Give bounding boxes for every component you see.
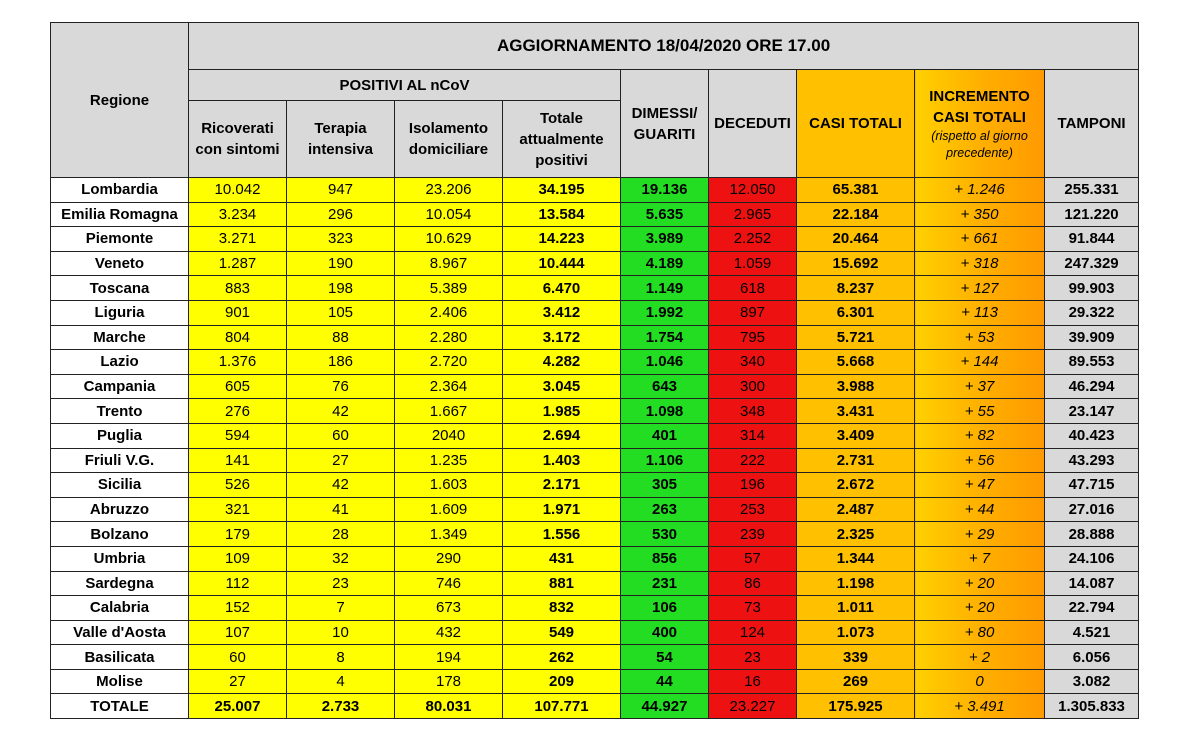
tamponi-cell: 23.147 [1045,399,1139,424]
table-row [51,251,1139,276]
tamponi-cell: 24.106 [1045,546,1139,571]
incremento-cell: + 113 [915,300,1045,325]
header-incremento [915,70,1045,178]
tamponi-cell: 27.016 [1045,497,1139,522]
incremento-cell: + 127 [915,276,1045,301]
deceduti-cell: 16 [709,669,797,694]
incremento-cell: + 7 [915,546,1045,571]
header-incremento-note: (rispetto al giorno precedente) [931,128,1028,160]
isolamento-cell: 1.235 [395,448,503,473]
region-cell: Campania [51,374,189,399]
incremento-cell: + 53 [915,325,1045,350]
deceduti-cell: 2.252 [709,227,797,252]
dimessi-cell: 54 [621,645,709,670]
tamponi-cell: 6.056 [1045,645,1139,670]
region-cell: Umbria [51,546,189,571]
casi-totali-cell: 15.692 [797,251,915,276]
terapia-cell: 7 [287,596,395,621]
dimessi-cell: 400 [621,620,709,645]
totale-positivi-cell: 107.771 [503,694,621,719]
deceduti-cell: 23.227 [709,694,797,719]
incremento-cell: + 29 [915,522,1045,547]
region-cell: Sardegna [51,571,189,596]
terapia-cell: 41 [287,497,395,522]
terapia-cell: 10 [287,620,395,645]
table-row [51,596,1139,621]
tamponi-cell: 247.329 [1045,251,1139,276]
isolamento-cell: 178 [395,669,503,694]
totale-positivi-cell: 262 [503,645,621,670]
deceduti-cell: 1.059 [709,251,797,276]
header-dimessi: DIMESSI/ GUARITI [621,70,709,178]
isolamento-cell: 8.967 [395,251,503,276]
deceduti-cell: 795 [709,325,797,350]
casi-totali-cell: 175.925 [797,694,915,719]
tamponi-cell: 46.294 [1045,374,1139,399]
terapia-cell: 4 [287,669,395,694]
ricoverati-cell: 107 [189,620,287,645]
table-row [51,571,1139,596]
deceduti-cell: 239 [709,522,797,547]
deceduti-cell: 314 [709,423,797,448]
ricoverati-cell: 152 [189,596,287,621]
casi-totali-cell: 6.301 [797,300,915,325]
deceduti-cell: 348 [709,399,797,424]
totale-positivi-cell: 13.584 [503,202,621,227]
header-terapia: Terapia intensiva [287,101,395,178]
totale-positivi-cell: 3.045 [503,374,621,399]
totale-positivi-cell: 3.172 [503,325,621,350]
incremento-cell: + 144 [915,350,1045,375]
casi-totali-cell: 269 [797,669,915,694]
dimessi-cell: 1.992 [621,300,709,325]
dimessi-cell: 5.635 [621,202,709,227]
deceduti-cell: 73 [709,596,797,621]
casi-totali-cell: 1.344 [797,546,915,571]
table-row [51,546,1139,571]
table-row [51,497,1139,522]
ricoverati-cell: 10.042 [189,178,287,203]
ricoverati-cell: 3.271 [189,227,287,252]
tamponi-cell: 47.715 [1045,473,1139,498]
dimessi-cell: 1.098 [621,399,709,424]
table-row [51,473,1139,498]
header-regione: Regione [51,23,189,178]
casi-totali-cell: 2.731 [797,448,915,473]
deceduti-cell: 300 [709,374,797,399]
casi-totali-cell: 339 [797,645,915,670]
isolamento-cell: 673 [395,596,503,621]
totale-positivi-cell: 431 [503,546,621,571]
table-row [51,423,1139,448]
isolamento-cell: 2040 [395,423,503,448]
isolamento-cell: 2.280 [395,325,503,350]
table-title: AGGIORNAMENTO 18/04/2020 ORE 17.00 [189,23,1139,70]
ricoverati-cell: 276 [189,399,287,424]
region-cell: Basilicata [51,645,189,670]
dimessi-cell: 856 [621,546,709,571]
deceduti-cell: 86 [709,571,797,596]
ricoverati-cell: 594 [189,423,287,448]
tamponi-cell: 1.305.833 [1045,694,1139,719]
casi-totali-cell: 3.431 [797,399,915,424]
totale-positivi-cell: 209 [503,669,621,694]
tamponi-cell: 91.844 [1045,227,1139,252]
ricoverati-cell: 3.234 [189,202,287,227]
casi-totali-cell: 2.487 [797,497,915,522]
ricoverati-cell: 605 [189,374,287,399]
totale-positivi-cell: 832 [503,596,621,621]
incremento-cell: + 55 [915,399,1045,424]
dimessi-cell: 3.989 [621,227,709,252]
ricoverati-cell: 804 [189,325,287,350]
casi-totali-cell: 8.237 [797,276,915,301]
isolamento-cell: 2.720 [395,350,503,375]
header-tamponi: TAMPONI [1045,70,1139,178]
header-deceduti: DECEDUTI [709,70,797,178]
incremento-cell: + 80 [915,620,1045,645]
isolamento-cell: 290 [395,546,503,571]
terapia-cell: 27 [287,448,395,473]
incremento-cell: + 661 [915,227,1045,252]
deceduti-cell: 618 [709,276,797,301]
casi-totali-cell: 3.409 [797,423,915,448]
table-row [51,178,1139,203]
totale-positivi-cell: 881 [503,571,621,596]
dimessi-cell: 1.149 [621,276,709,301]
table-row [51,374,1139,399]
isolamento-cell: 23.206 [395,178,503,203]
casi-totali-cell: 2.672 [797,473,915,498]
table-row [51,202,1139,227]
table-row [51,522,1139,547]
isolamento-cell: 10.629 [395,227,503,252]
incremento-cell: + 1.246 [915,178,1045,203]
table-row [51,448,1139,473]
table-row [51,276,1139,301]
region-cell: Toscana [51,276,189,301]
region-cell: Emilia Romagna [51,202,189,227]
terapia-cell: 76 [287,374,395,399]
dimessi-cell: 19.136 [621,178,709,203]
totale-positivi-cell: 6.470 [503,276,621,301]
terapia-cell: 88 [287,325,395,350]
incremento-cell: + 20 [915,571,1045,596]
dimessi-cell: 305 [621,473,709,498]
isolamento-cell: 1.609 [395,497,503,522]
region-cell: Sicilia [51,473,189,498]
incremento-cell: + 350 [915,202,1045,227]
incremento-cell: + 82 [915,423,1045,448]
total-row [51,694,1139,719]
casi-totali-cell: 20.464 [797,227,915,252]
dimessi-cell: 231 [621,571,709,596]
isolamento-cell: 5.389 [395,276,503,301]
incremento-cell: + 44 [915,497,1045,522]
region-cell: Puglia [51,423,189,448]
tamponi-cell: 39.909 [1045,325,1139,350]
terapia-cell: 42 [287,473,395,498]
isolamento-cell: 194 [395,645,503,670]
terapia-cell: 8 [287,645,395,670]
totale-positivi-cell: 1.971 [503,497,621,522]
header-casi-totali: CASI TOTALI [797,70,915,178]
tamponi-cell: 255.331 [1045,178,1139,203]
region-cell: Liguria [51,300,189,325]
tamponi-cell: 4.521 [1045,620,1139,645]
incremento-cell: + 47 [915,473,1045,498]
region-cell: Veneto [51,251,189,276]
dimessi-cell: 1.754 [621,325,709,350]
region-cell: Bolzano [51,522,189,547]
isolamento-cell: 80.031 [395,694,503,719]
tamponi-cell: 28.888 [1045,522,1139,547]
deceduti-cell: 897 [709,300,797,325]
deceduti-cell: 340 [709,350,797,375]
totale-positivi-cell: 4.282 [503,350,621,375]
dimessi-cell: 106 [621,596,709,621]
totale-positivi-cell: 14.223 [503,227,621,252]
ricoverati-cell: 901 [189,300,287,325]
isolamento-cell: 746 [395,571,503,596]
deceduti-cell: 12.050 [709,178,797,203]
isolamento-cell: 1.603 [395,473,503,498]
header-totale-positivi: Totale attualmente positivi [503,101,621,178]
terapia-cell: 32 [287,546,395,571]
totale-positivi-cell: 1.985 [503,399,621,424]
incremento-cell: + 20 [915,596,1045,621]
isolamento-cell: 432 [395,620,503,645]
tamponi-cell: 43.293 [1045,448,1139,473]
table-row [51,620,1139,645]
ricoverati-cell: 883 [189,276,287,301]
ricoverati-cell: 1.287 [189,251,287,276]
totale-positivi-cell: 549 [503,620,621,645]
region-cell: Molise [51,669,189,694]
dimessi-cell: 643 [621,374,709,399]
totale-positivi-cell: 2.694 [503,423,621,448]
tamponi-cell: 3.082 [1045,669,1139,694]
isolamento-cell: 1.349 [395,522,503,547]
casi-totali-cell: 1.011 [797,596,915,621]
tamponi-cell: 89.553 [1045,350,1139,375]
region-cell: Calabria [51,596,189,621]
region-cell: Trento [51,399,189,424]
dimessi-cell: 1.106 [621,448,709,473]
ricoverati-cell: 25.007 [189,694,287,719]
totale-positivi-cell: 2.171 [503,473,621,498]
tamponi-cell: 99.903 [1045,276,1139,301]
ricoverati-cell: 141 [189,448,287,473]
deceduti-cell: 2.965 [709,202,797,227]
incremento-cell: + 56 [915,448,1045,473]
casi-totali-cell: 5.668 [797,350,915,375]
terapia-cell: 28 [287,522,395,547]
ricoverati-cell: 27 [189,669,287,694]
terapia-cell: 105 [287,300,395,325]
header-positivi: POSITIVI AL nCoV [189,70,621,101]
incremento-cell: 0 [915,669,1045,694]
dimessi-cell: 401 [621,423,709,448]
tamponi-cell: 40.423 [1045,423,1139,448]
region-cell: Lazio [51,350,189,375]
dimessi-cell: 530 [621,522,709,547]
table-row [51,669,1139,694]
terapia-cell: 190 [287,251,395,276]
region-cell: Lombardia [51,178,189,203]
incremento-cell: + 3.491 [915,694,1045,719]
deceduti-cell: 124 [709,620,797,645]
dimessi-cell: 263 [621,497,709,522]
region-cell: Marche [51,325,189,350]
header-isolamento: Isolamento domiciliare [395,101,503,178]
ricoverati-cell: 109 [189,546,287,571]
deceduti-cell: 57 [709,546,797,571]
casi-totali-cell: 65.381 [797,178,915,203]
header-incremento-label: INCREMENTO CASI TOTALI [929,87,1030,126]
region-cell: Valle d'Aosta [51,620,189,645]
terapia-cell: 23 [287,571,395,596]
region-cell: Piemonte [51,227,189,252]
totale-positivi-cell: 10.444 [503,251,621,276]
tamponi-cell: 121.220 [1045,202,1139,227]
deceduti-cell: 23 [709,645,797,670]
terapia-cell: 323 [287,227,395,252]
table-row [51,300,1139,325]
isolamento-cell: 2.364 [395,374,503,399]
dimessi-cell: 1.046 [621,350,709,375]
tamponi-cell: 22.794 [1045,596,1139,621]
casi-totali-cell: 3.988 [797,374,915,399]
terapia-cell: 2.733 [287,694,395,719]
incremento-cell: + 2 [915,645,1045,670]
deceduti-cell: 222 [709,448,797,473]
isolamento-cell: 2.406 [395,300,503,325]
terapia-cell: 186 [287,350,395,375]
casi-totali-cell: 22.184 [797,202,915,227]
deceduti-cell: 196 [709,473,797,498]
ricoverati-cell: 179 [189,522,287,547]
table-row [51,227,1139,252]
table-row [51,645,1139,670]
casi-totali-cell: 1.198 [797,571,915,596]
casi-totali-cell: 2.325 [797,522,915,547]
dimessi-cell: 4.189 [621,251,709,276]
terapia-cell: 947 [287,178,395,203]
isolamento-cell: 1.667 [395,399,503,424]
terapia-cell: 198 [287,276,395,301]
header-ricoverati: Ricoverati con sintomi [189,101,287,178]
totale-positivi-cell: 1.556 [503,522,621,547]
ricoverati-cell: 112 [189,571,287,596]
ricoverati-cell: 526 [189,473,287,498]
ricoverati-cell: 1.376 [189,350,287,375]
isolamento-cell: 10.054 [395,202,503,227]
deceduti-cell: 253 [709,497,797,522]
incremento-cell: + 318 [915,251,1045,276]
totale-positivi-cell: 3.412 [503,300,621,325]
covid-regional-table [50,22,1139,719]
ricoverati-cell: 321 [189,497,287,522]
casi-totali-cell: 5.721 [797,325,915,350]
region-cell: Friuli V.G. [51,448,189,473]
terapia-cell: 60 [287,423,395,448]
tamponi-cell: 14.087 [1045,571,1139,596]
casi-totali-cell: 1.073 [797,620,915,645]
incremento-cell: + 37 [915,374,1045,399]
totale-positivi-cell: 1.403 [503,448,621,473]
table-row [51,399,1139,424]
totale-positivi-cell: 34.195 [503,178,621,203]
dimessi-cell: 44 [621,669,709,694]
dimessi-cell: 44.927 [621,694,709,719]
tamponi-cell: 29.322 [1045,300,1139,325]
terapia-cell: 296 [287,202,395,227]
terapia-cell: 42 [287,399,395,424]
table-row [51,325,1139,350]
region-cell: TOTALE [51,694,189,719]
table-row [51,350,1139,375]
ricoverati-cell: 60 [189,645,287,670]
region-cell: Abruzzo [51,497,189,522]
